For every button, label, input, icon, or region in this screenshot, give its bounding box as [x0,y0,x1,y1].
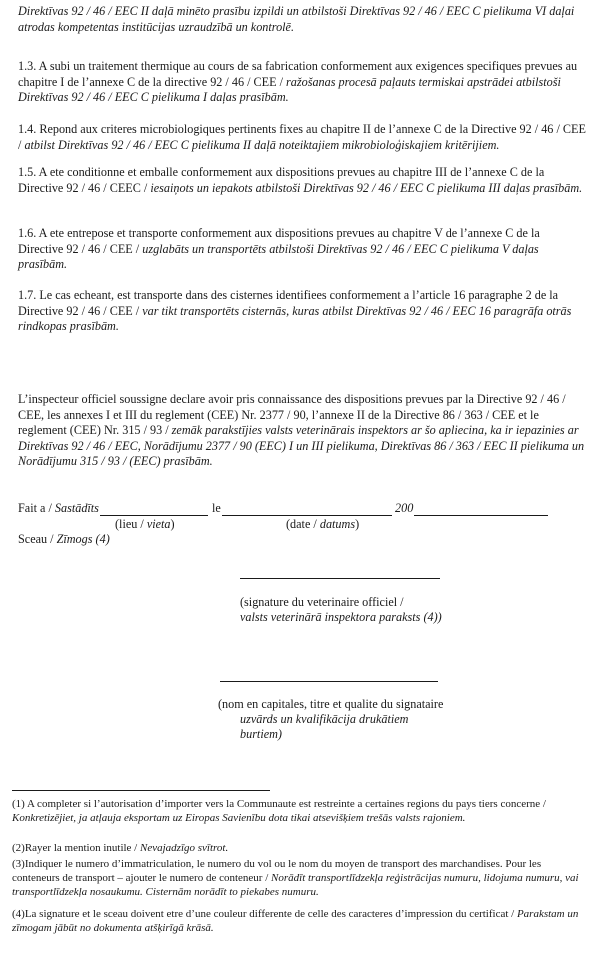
item-1-7-fr: 1.7. Le cas echeant, est transporte dans des cisternes identifiees conformement a l’article 16 paragraphe 2 de la Directive 92 / 46 / CEE / [18,288,559,318]
declaration-fr: L’inspecteur officiel soussigne declare avoir pris connaissance des dispositions prevues par la Directive 92 / 46 / CEE, les annexes I et III du reglement (CEE) Nr. 2377 / 90, l’annexe II de la Directive 86 / 363 / CEE et le reglement (CEE) Nr. 315 / 93 / [18,392,566,438]
intro-text-lv: Direktīvas 92 / 46 / EEC II daļā minēto prasību izpildi un atbilstoši Direktīvas 92 / 46 / EEC C pielikuma VI daļai atrodas kompetentas institūcijas uzraudzībā un kontrolē. [18,4,575,34]
item-1-5 [18,165,586,196]
footnote-2 [12,841,590,855]
footnote-3-lv: Norādīt transportlīdzekļa reģistrācijas numuru, lidojuma numuru, vai transportlīdzekļa nosaukumu. Cisternām norādīt to piekabes numuru. [12,872,579,899]
sceau-label [18,532,110,547]
item-1-3-lv: ražošanas procesā paļauts termiskai apstrādei atbilstoši Direktīvas 92 / 46 / EEC C pielikuma I daļas prasībām. [18,74,561,105]
place-line [100,515,208,516]
name-caption-lv-1: uzvārds un kvalifikācija drukātiem [240,712,409,726]
footnote-4-fr: (4)La signature et le sceau doivent etre d’une couleur differente de celle des caracteres d’impression du certificat / [12,908,517,920]
year-label: 200 [395,501,414,515]
name-caption-lv-2: burtiem) [240,727,282,741]
vet-signature-caption-fr: (signature du veterinaire officiel / [240,595,404,609]
item-1-3 [18,59,586,106]
date-caption-close: ) [355,517,360,531]
fait-label-fr: Fait a / [18,501,55,515]
year-line [414,515,548,516]
item-1-6-lv: uzglabāts un transportēts atbilstoši Direktīvas 92 / 46 / EEC C pielikuma V daļas prasībām. [18,241,539,272]
lieu-caption-fr: (lieu / [115,517,147,531]
footnote-1-lv: Konkretizējiet, ja atļauja eksportam uz Eiropas Savienību dota tikai atsevišķiem trešās valsts rajoniem. [12,812,466,825]
lieu-caption-lv: vieta [146,517,171,531]
le-label: le [212,501,221,515]
footnote-2-lv: Nevajadzīgo svītrot. [140,842,229,854]
intro-paragraph [18,4,586,35]
date-caption-fr: (date / [286,517,320,531]
item-1-5-lv: iesaiņots un iepakots atbilstoši Direktīvas 92 / 46 / EEC C pielikuma III daļas prasībām. [150,180,583,195]
lieu-caption-close: ) [170,517,175,531]
vet-signature-line [240,578,440,579]
footnote-3 [12,857,590,900]
vet-signature-caption-lv: valsts veterinārā inspektora paraksts (4)) [240,610,442,624]
item-1-5-fr: 1.5. A ete conditionne et emballe conformement aux dispositions prevues au chapitre III de l’annexe C de la Directive 92 / 46 / CEEC / [18,165,545,195]
footnote-4-lv: Parakstam un zīmogam jābūt no dokumenta atšķirīgā krāsā. [12,908,579,935]
item-1-6 [18,226,586,273]
footnote-2-fr: (2)Rayer la mention inutile / [12,842,140,854]
declaration-lv: zemāk parakstījies valsts veterinārais inspektors ar šo apliecina, ka ir iepazinies ar Direktīvas 92 / 46 / EEC, Norādījumu 2377 / 90 (EEC) I un III pielikuma, Direktīvas 86 / 363 / EEC II pielikuma un Norādījumu 315 / 93 / (EEC) prasībām. [18,423,585,469]
item-1-6-fr: 1.6. A ete entrepose et transporte conformement aux dispositions prevues au chapitre V de l’annexe C de la Directive 92 / 46 / CEE / [18,226,540,256]
item-1-3-fr: 1.3. A subi un traitement thermique au cours de sa fabrication conformement aux exigences specifiques prevues au chapitre I de l’annexe C de la directive 92 / 46 / CEE / [18,59,578,89]
item-1-7-lv: var tikt transportēts cisternās, kuras atbilst Direktīvas 92 / 46 / EEC 16 paragrāfa otrās rindkopas prasībām. [18,303,572,334]
sceau-label-fr: Sceau / [18,532,57,546]
footnote-4 [12,907,590,935]
footnote-1-fr: (1) A completer si l’autorisation d’importer vers la Communaute est restreinte a certaines regions du pays tiers concerne / [12,798,546,810]
item-1-4-fr: 1.4. Repond aux criteres microbiologiques pertinents fixes au chapitre II de l’annexe C de la Directive 92 / 46 / CEE / [18,122,586,152]
footnote-separator [12,790,270,791]
item-1-7 [18,288,586,335]
date-line [222,515,392,516]
sceau-label-lv: Zīmogs (4) [56,532,110,546]
item-1-4 [18,122,586,153]
declaration-paragraph [18,392,586,470]
date-caption [286,517,359,532]
name-line [220,681,438,682]
footnote-1 [12,797,590,825]
footnote-3-fr: (3)Indiquer le numero d’immatriculation, le numero du vol ou le nom du moyen de transport des marchandises. Pour les conteneurs de transport – ajouter le numero de conteneur / [12,858,542,885]
date-caption-lv: datums [319,517,356,531]
item-1-4-lv: atbilst Direktīvas 92 / 46 / EEC C pielikuma II daļā noteiktajiem mikrobioloģiskajiem kritērijiem. [24,137,500,152]
lieu-caption [115,517,175,532]
name-caption-fr: (nom en capitales, titre et qualite du signataire [218,697,444,711]
fait-label [18,501,99,516]
fait-label-lv: Sastādīts [54,501,99,515]
